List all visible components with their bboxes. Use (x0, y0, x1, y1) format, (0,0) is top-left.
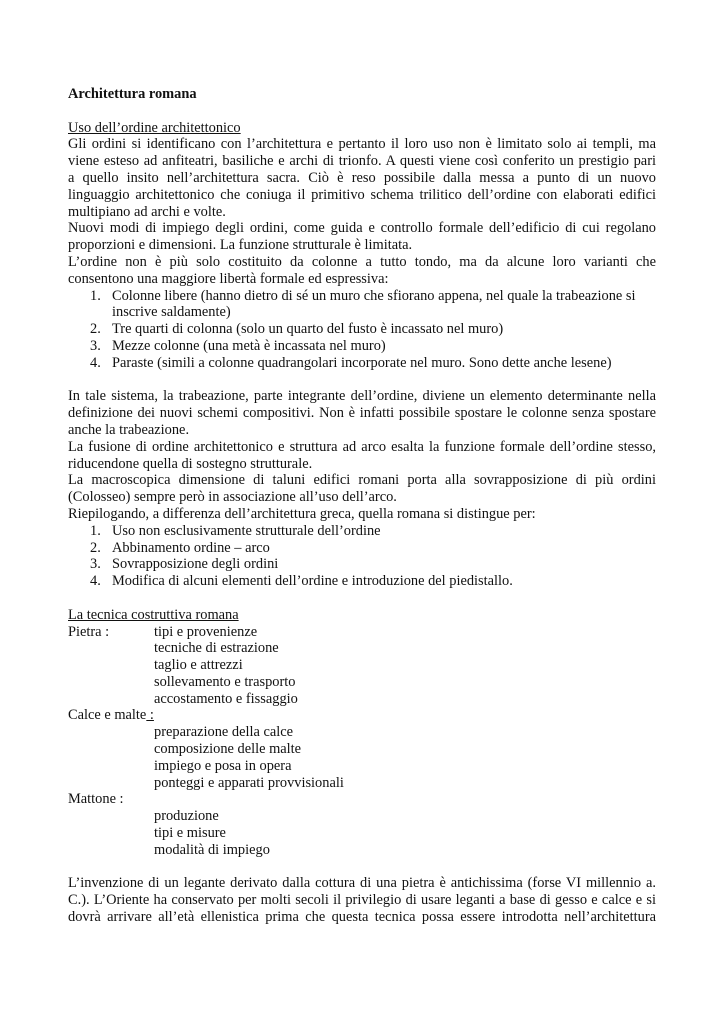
paragraph-line: riducendone quella di sostegno strutturale. (68, 455, 313, 472)
list-text: Mezze colonne (una metà è incassata nel muro) (112, 337, 386, 354)
definition-term: Mattone : (68, 791, 124, 808)
definition-row-pietra (68, 624, 656, 641)
definition-item: tecniche di estrazione (154, 640, 279, 657)
spacer (68, 372, 656, 389)
paragraph-line: Gli ordini si identificano con l’architettura e pertanto il loro uso non è limitato solo ai templi, ma (68, 136, 656, 153)
paragraph-line: L’invenzione di un legante derivato dalla cottura di una pietra è antichissima (forse VI millennio a. (68, 875, 656, 892)
list-number: 2. (90, 321, 101, 338)
paragraph-line: consentono una maggiore libertà formale ed espressiva: (68, 270, 389, 287)
list-text: Modifica di alcuni elementi dell’ordine e introduzione del piedistallo. (112, 573, 513, 590)
list-item (68, 355, 656, 372)
list-number: 2. (90, 539, 101, 556)
list-item (68, 523, 656, 540)
list-number: 3. (90, 337, 101, 354)
spacer (68, 103, 656, 120)
spacer (68, 859, 656, 876)
paragraph-line: multipiano ad archi e volte. (68, 203, 226, 220)
paragraph-line: La macroscopica dimensione di taluni edifici romani porta alla sovrapposizione di più ordini (68, 472, 656, 489)
definition-item: modalità di impiego (154, 841, 270, 858)
definition-item: preparazione della calce (154, 724, 294, 741)
list-number: 1. (90, 522, 101, 539)
paragraph-line: Riepilogando, a differenza dell’architettura greca, quella romana si distingue per: (68, 505, 536, 522)
paragraph-line: In tale sistema, la trabeazione, parte integrante dell’ordine, diviene un elemento determinante nella (68, 388, 656, 405)
definition-item: taglio e attrezzi (154, 657, 243, 674)
definition-item: produzione (154, 808, 219, 825)
list-item (68, 573, 656, 590)
definition-item: composizione delle malte (154, 741, 302, 758)
definition-item: accostamento e fissaggio (154, 690, 298, 707)
list-text: Uso non esclusivamente strutturale dell’ordine (112, 522, 381, 539)
definition-item: tipi e misure (154, 825, 226, 842)
list-number: 4. (90, 573, 101, 590)
paragraph-line: C.). L’Oriente ha conservato per molti secoli il privilegio di usare leganti a base di gesso e calce e si (68, 892, 656, 909)
paragraph-line: La fusione di ordine architettonico e struttura ad arco esalta la funzione formale dell’ordine stesso, (68, 438, 656, 455)
paragraph-line: proporzioni e dimensioni. La funzione strutturale è limitata. (68, 237, 413, 254)
definition-term-calce (68, 707, 656, 724)
paragraph-line: viene esteso ad anfiteatri, basiliche e archi di trionfo. A questi viene così conferito un prestigio pari (68, 153, 656, 170)
list-text: Tre quarti di colonna (solo un quarto del fusto è incassato nel muro) (112, 321, 504, 338)
section-heading-uso-ordine: Uso dell’ordine architettonico (68, 119, 241, 136)
list-item (68, 338, 656, 355)
list-number: 3. (90, 556, 101, 573)
paragraph-line: definizione dei nuovi schemi compositivi. Non è infatti possibile spostare le colonne senza spostare (68, 405, 656, 422)
paragraph-line: Nuovi modi di impiego degli ordini, come guida e controllo formale dell’edificio di cui regolano (68, 220, 656, 237)
definition-term-tail: : (146, 707, 154, 724)
document-title: Architettura romana (68, 86, 197, 102)
list-number: 4. (90, 354, 101, 371)
spacer (68, 590, 656, 607)
list-item (68, 540, 656, 557)
definition-term: Calce e malte (68, 707, 147, 724)
paragraph-line: anche la trabeazione. (68, 421, 190, 438)
definition-item: sollevamento e trasporto (154, 673, 296, 690)
definition-term: Pietra : (68, 623, 110, 640)
list-item (68, 288, 656, 305)
list-item (68, 556, 656, 573)
paragraph-line: linguaggio architettonico che coniuga il primitivo schema trilitico dell’ordine con elaborati edifici (68, 186, 656, 203)
section-heading-tecnica: La tecnica costruttiva romana (68, 606, 239, 623)
definition-item: ponteggi e apparati provvisionali (154, 774, 344, 791)
document-page (68, 86, 656, 926)
definition-item: tipi e provenienze (154, 623, 258, 640)
list-text: Sovrapposizione degli ordini (112, 556, 279, 573)
list-item-continuation: inscrive saldamente) (112, 304, 231, 321)
list-number: 1. (90, 287, 101, 304)
paragraph-line: L’ordine non è più solo costituito da colonne a tutto tondo, ma da alcune loro varianti che (68, 253, 656, 270)
list-text: Paraste (simili a colonne quadrangolari incorporate nel muro. Sono dette anche lesene) (112, 354, 612, 371)
list-text: Colonne libere (hanno dietro di sé un muro che sfiorano appena, nel quale la trabeazione si (112, 287, 636, 304)
paragraph-line: a quello insito nell’architettura sacra. Ciò è reso possibile dalla messa a punto di un nuovo (68, 169, 656, 186)
paragraph-line: dovrà arrivare all’età ellenistica prima che questa tecnica possa essere introdotta nell’architettura (68, 909, 656, 926)
list-item (68, 321, 656, 338)
list-text: Abbinamento ordine – arco (112, 539, 270, 556)
definition-item: impiego e posa in opera (154, 757, 292, 774)
paragraph-line: (Colosseo) sempre però in associazione all’uso dell’arco. (68, 489, 397, 506)
